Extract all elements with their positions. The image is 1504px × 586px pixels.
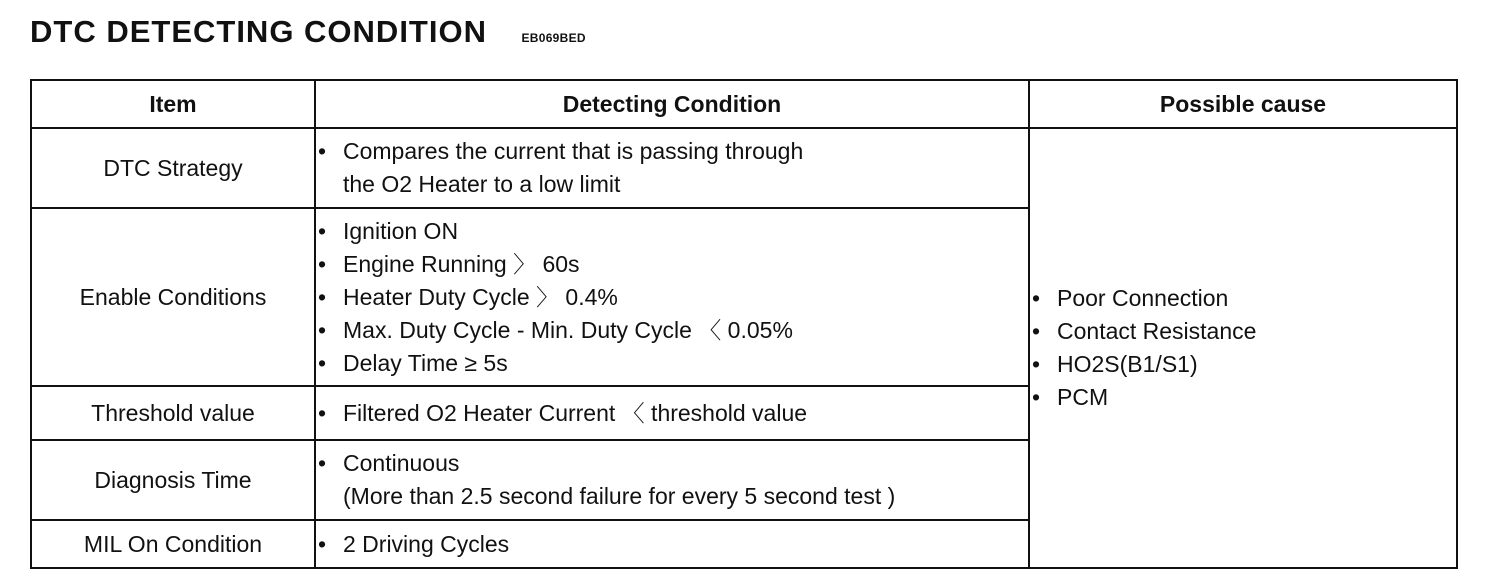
condition-list	[316, 215, 1028, 380]
row-item-label: MIL On Condition	[31, 520, 315, 568]
condition-text: Compares the current that is passing through	[343, 138, 804, 164]
row-item-label: Threshold value	[31, 386, 315, 440]
cause-item: • Contact Resistance	[1030, 315, 1456, 348]
condition-item: • Delay Time ≥ 5s	[316, 347, 1028, 380]
dtc-condition-table	[30, 79, 1458, 569]
condition-item: • Ignition ON	[316, 215, 1028, 248]
possible-cause-cell	[1029, 128, 1457, 568]
condition-continuation: (More than 2.5 second failure for every 5 second test )	[343, 483, 896, 509]
condition-list	[316, 447, 1028, 480]
row-item-label: DTC Strategy	[31, 128, 315, 208]
header	[30, 14, 586, 58]
condition-item: • Filtered O2 Heater Current 〈 threshold value	[316, 397, 1028, 430]
condition-item: • Engine Running 〉 60s	[316, 248, 1028, 281]
row-condition-cell	[315, 520, 1029, 568]
row-condition-cell	[315, 128, 1029, 208]
column-header-item: Item	[31, 80, 315, 128]
condition-text: Continuous	[343, 450, 460, 476]
row-condition-cell	[315, 440, 1029, 520]
condition-item: • 2 Driving Cycles	[316, 528, 1028, 561]
cause-item: • HO2S(B1/S1)	[1030, 348, 1456, 381]
document-code: EB069BED	[521, 31, 586, 45]
cause-item: • PCM	[1030, 381, 1456, 414]
condition-list	[316, 135, 1028, 168]
column-header-condition: Detecting Condition	[315, 80, 1029, 128]
condition-item: • Heater Duty Cycle 〉 0.4%	[316, 281, 1028, 314]
condition-item: • Max. Duty Cycle - Min. Duty Cycle 〈 0.05%	[316, 314, 1028, 347]
page-title: DTC DETECTING CONDITION	[30, 14, 487, 49]
condition-list	[316, 528, 1028, 561]
condition-continuation: the O2 Heater to a low limit	[343, 171, 621, 197]
condition-list	[316, 397, 1028, 430]
row-item-label: Diagnosis Time	[31, 440, 315, 520]
condition-item	[316, 135, 1028, 168]
column-header-cause: Possible cause	[1029, 80, 1457, 128]
condition-item	[316, 447, 1028, 480]
cause-list	[1030, 282, 1456, 414]
cause-item: • Poor Connection	[1030, 282, 1456, 315]
row-item-label: Enable Conditions	[31, 208, 315, 386]
table-row	[31, 128, 1457, 208]
row-condition-cell	[315, 386, 1029, 440]
row-condition-cell	[315, 208, 1029, 386]
table-header-row	[31, 80, 1457, 128]
